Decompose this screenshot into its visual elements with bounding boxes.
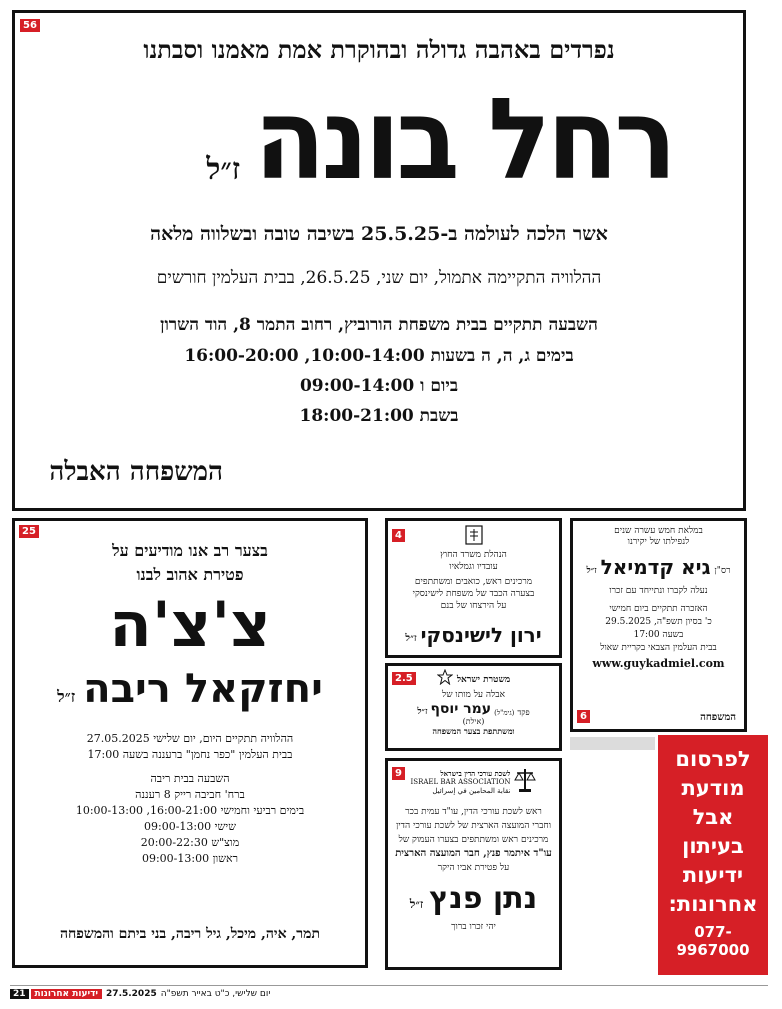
memorial-line-3: נעלה לקברו ונתייחד עם זכרו	[609, 586, 708, 596]
condolence-line-3: מרכינים ראש ומשתתפים בצערו העמוק של	[398, 835, 549, 845]
details-block	[15, 731, 365, 867]
footer-date: 27.5.2025	[106, 988, 157, 999]
police-notice	[385, 663, 562, 751]
deceased-name-row	[573, 555, 744, 579]
funeral-line: ההלוויה תתקיים היום, יום שלישי 27.05.2025	[86, 732, 294, 745]
ad-size-tag: 2.5	[392, 672, 416, 685]
mourning-ad-promo[interactable]	[658, 735, 768, 975]
scales-icon	[514, 767, 536, 797]
org-staff: עובדיו וגמלאיו	[449, 562, 498, 572]
memorial-line-4: האזכרה תתקיים ביום חמישי	[609, 604, 708, 614]
bar-name-he: לשכת עורכי הדין בישראל	[440, 768, 511, 778]
memorial-details	[573, 585, 744, 655]
deceased-name: יחזקאל ריבה	[83, 666, 323, 712]
rank: רס"ן	[714, 566, 731, 576]
signature: המשפחה	[700, 712, 736, 723]
condolence-line-2: וחברי המועצה הארצית של לשכת עורכי הדין	[395, 821, 552, 831]
notice-second-line: פטירת אהוב לבנו	[136, 565, 244, 584]
police-badge-icon	[437, 669, 453, 689]
promo-word-3: אבל	[692, 805, 734, 829]
condolence-line-4: עו"ד איתמר פנץ, חבר המועצה הארצית	[395, 848, 552, 859]
mourning-line: אבלה על מותו של	[441, 690, 506, 700]
main-death-notice	[12, 10, 746, 511]
zl-abbrev: ז״ל	[57, 687, 76, 706]
page-number: 21	[10, 989, 29, 999]
ad-size-tag: 4	[392, 529, 405, 542]
zl-abbrev: ז״ל	[586, 566, 597, 576]
promo-word-2: מודעת	[681, 776, 745, 800]
ad-size-tag: 9	[392, 767, 405, 780]
promo-word-6: אחרונות:	[668, 892, 758, 916]
condolence-line-1: מרכינים ראש, כואבים ומשתתפים	[414, 577, 533, 587]
condolence-line-3: על הירצחו של בנם	[440, 601, 507, 611]
promo-word-5: ידיעות	[682, 863, 744, 887]
condolence-line-1: ראש לשכת עורכי הדין, עו"ד עמית בכר	[405, 807, 542, 817]
memorial-url[interactable]: www.guykadmiel.com	[592, 657, 725, 670]
shiva-hours-1: בימים רביעי וחמישי 16:00-21:00, 10:00-13:00	[75, 804, 305, 817]
promo-phone[interactable]: 077-9967000	[676, 923, 750, 959]
signature: המשפחה האבלה	[49, 457, 223, 487]
notice-opening-line: בצער רב אנו מודיעים על	[112, 541, 268, 560]
shiva-address: ברח' חביבה רייק 8 רעננה	[135, 788, 245, 801]
foreign-ministry-notice	[385, 518, 562, 658]
footer-hebrew-date: יום שלישי, כ"ט באייר תשפ"ה	[160, 988, 271, 999]
zl-abbrev: ז״ל	[405, 633, 417, 644]
rank: פקד	[517, 708, 530, 717]
funeral-place: בבית העלמין "כפר נחמן" ברעננה בשעה 17:00	[87, 748, 293, 761]
deceased-name: גיא קדמיאל	[600, 555, 711, 579]
deceased-name: ירון לישינסקי	[420, 623, 542, 647]
condolence-line: ומשתתפת בצער המשפחה	[432, 726, 515, 736]
deceased-name: רחל בונה	[254, 73, 673, 205]
deceased-name-row	[15, 665, 365, 713]
deceased-name-row	[388, 623, 559, 647]
funeral-line: ההלוויה התקיימה אתמול, יום שני, 26.5.25, בבית העלמין חורשים	[156, 268, 602, 288]
deceased-name: נתן פנץ	[429, 881, 538, 916]
promo-word-4: בעיתון	[682, 834, 744, 858]
newspaper-brand: ידיעות אחרונות	[31, 989, 103, 999]
passing-line: אשר הלכה לעולמה ב-25.5.25 בשיבה טובה ובשלווה מלאה	[150, 223, 608, 245]
memorial-line-2: לנפילתו של יקירנו	[627, 537, 690, 547]
ad-size-tag: 6	[577, 710, 590, 723]
rank-note: (גימ"ל)	[494, 709, 515, 717]
shiva-title: השבעה בבית ריבה	[150, 772, 230, 785]
bar-name-ar: نقابة المحامين في إسرائيل	[432, 786, 511, 795]
zl-abbrev: ז״ל	[409, 897, 424, 911]
ad-size-tag: 25	[19, 525, 39, 538]
promo-word-1: לפרסום	[675, 747, 751, 771]
condolence-block	[388, 805, 559, 875]
notice-opening-line: נפרדים באהבה גדולה ובהוקרת אמת מאמנו וסבתנו	[143, 35, 615, 64]
zl-abbrev: ז״ל	[417, 707, 428, 717]
shiva-hours-2: שישי 09:00-13:00	[144, 820, 236, 833]
shiva-hours-weekdays: בימים ג, ה, ה בשעות 10:00-14:00, 16:00-20:00	[184, 346, 574, 366]
bar-name-en: ISRAEL BAR ASSOCIATION	[410, 777, 511, 786]
ad-size-tag: 56	[20, 19, 40, 32]
deceased-name-row	[388, 881, 559, 917]
shiva-hours-friday: ביום ו 09:00-14:00	[299, 376, 459, 396]
shiva-hours-4: ראשון 09:00-13:00	[141, 852, 239, 865]
police-org: משטרת ישראל	[456, 674, 511, 685]
memorial-line-5: כ' בסיון תשפ"ה, 29.5.2025	[605, 617, 712, 627]
memorial-line-7: בבית העלמין הצבאי בקריית שאול	[600, 643, 717, 653]
divider-bar	[570, 737, 655, 750]
state-emblem-icon	[388, 525, 559, 549]
memorial-line-6: בשעה 17:00	[633, 630, 684, 640]
family-death-notice	[12, 518, 368, 968]
shiva-hours-3: מוצ"ש 20:00-22:30	[140, 836, 240, 849]
location-note: (אילת)	[462, 717, 485, 726]
memorial-notice	[570, 518, 747, 732]
page-footer	[10, 985, 768, 1001]
deceased-name-row	[388, 701, 559, 717]
memorial-line-1: במלאת חמש עשרה שנים	[614, 526, 703, 536]
condolence-line-2: בצערה הכבד של משפחת לישינסקי	[412, 589, 535, 599]
shiva-hours-saturday: בשבת 18:00-21:00	[299, 406, 459, 426]
zl-abbrev: ז״ל	[206, 152, 241, 187]
org-lines	[388, 549, 559, 612]
blessing-line: יהי זכרו ברוך	[451, 922, 496, 932]
condolence-line-5: על פטירת אביו היקר	[437, 863, 510, 873]
shiva-location: השבעה תתקיים בבית משפחת הורוביץ, רחוב התמר 8, הוד השרון	[160, 315, 598, 335]
deceased-name: עמר יוסף	[430, 701, 492, 717]
deceased-nickname: צ'צ'ה	[109, 588, 271, 661]
bar-association-notice	[385, 758, 562, 970]
bar-logo	[388, 767, 559, 797]
signature: תמר, איה, מיכל, גיל ריבה, בני ביתם והמשפחה	[59, 926, 321, 942]
org-name: הנהלת משרד החוץ	[440, 550, 507, 560]
deceased-name-row	[206, 73, 673, 205]
bar-org-names	[411, 769, 511, 796]
